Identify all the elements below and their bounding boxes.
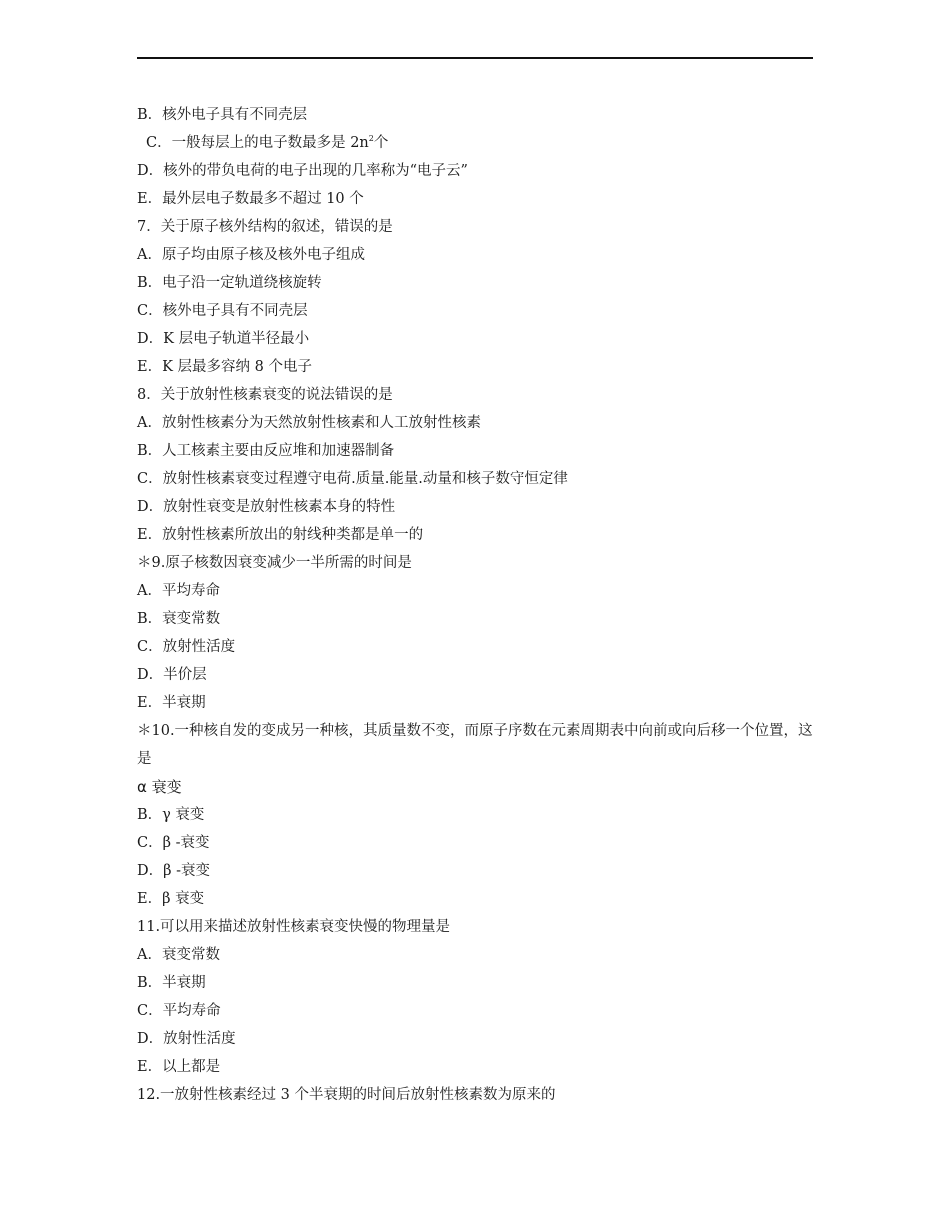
option-7c: C．核外电子具有不同壳层 bbox=[137, 303, 308, 319]
option-6c-text: C．一般每层上的电子数最多是 2n bbox=[146, 135, 369, 151]
option-10c: C．β -衰变 bbox=[137, 835, 210, 851]
option-11e: E．以上都是 bbox=[137, 1059, 221, 1075]
option-7b: B．电子沿一定轨道绕核旋转 bbox=[137, 275, 322, 291]
option-11b: B．半衰期 bbox=[137, 975, 206, 991]
option-6d: D．核外的带负电荷的电子出现的几率称为“电子云” bbox=[137, 163, 468, 179]
option-7d: D．K 层电子轨道半径最小 bbox=[137, 331, 310, 347]
superscript-two: 2 bbox=[368, 134, 374, 144]
option-9e: E．半衰期 bbox=[137, 695, 206, 711]
option-11d: D．放射性活度 bbox=[137, 1031, 236, 1047]
question-11: 11.可以用来描述放射性核素衰变快慢的物理量是 bbox=[137, 919, 451, 935]
option-10a: α 衰变 bbox=[137, 778, 182, 796]
option-9c: C．放射性活度 bbox=[137, 639, 236, 655]
question-12: 12.一放射性核素经过 3 个半衰期的时间后放射性核素数为原来的 bbox=[137, 1087, 556, 1103]
option-8b: B．人工核素主要由反应堆和加速器制备 bbox=[137, 443, 395, 459]
option-10b: B．γ 衰变 bbox=[137, 807, 205, 823]
option-11a: A．衰变常数 bbox=[137, 947, 220, 963]
option-10d: D．β -衰变 bbox=[137, 863, 211, 879]
option-9a: A．平均寿命 bbox=[137, 583, 220, 599]
option-11c: C．平均寿命 bbox=[137, 1003, 221, 1019]
question-10: ＊10.一种核自发的变成另一种核，其质量数不变，而原子序数在元素周期表中向前或向后移一个位置，这是 bbox=[137, 723, 813, 767]
option-10e: E．β 衰变 bbox=[137, 891, 205, 907]
option-6e: E．最外层电子数最多不超过 10 个 bbox=[137, 191, 364, 207]
header-rule bbox=[137, 57, 813, 59]
option-6c-suffix: 个 bbox=[373, 135, 389, 151]
option-8e: E．放射性核素所放出的射线种类都是单一的 bbox=[137, 527, 424, 543]
question-8: 8．关于放射性核素衰变的说法错误的是 bbox=[137, 387, 393, 403]
option-8d: D．放射性衰变是放射性核素本身的特性 bbox=[137, 499, 396, 515]
option-7a: A．原子均由原子核及核外电子组成 bbox=[137, 247, 365, 263]
option-8a: A．放射性核素分为天然放射性核素和人工放射性核素 bbox=[137, 415, 481, 431]
option-8c: C．放射性核素衰变过程遵守电荷.质量.能量.动量和核子数守恒定律 bbox=[137, 471, 568, 487]
document-body bbox=[137, 101, 817, 1109]
option-6b: B．核外电子具有不同壳层 bbox=[137, 107, 308, 123]
option-9d: D．半价层 bbox=[137, 667, 207, 683]
question-9: ＊9.原子核数因衰变减少一半所需的时间是 bbox=[137, 555, 412, 571]
option-7e: E．K 层最多容纳 8 个电子 bbox=[137, 359, 312, 375]
question-7: 7．关于原子核外结构的叙述，错误的是 bbox=[137, 219, 393, 235]
option-6c bbox=[137, 129, 817, 157]
option-9b: B．衰变常数 bbox=[137, 611, 221, 627]
